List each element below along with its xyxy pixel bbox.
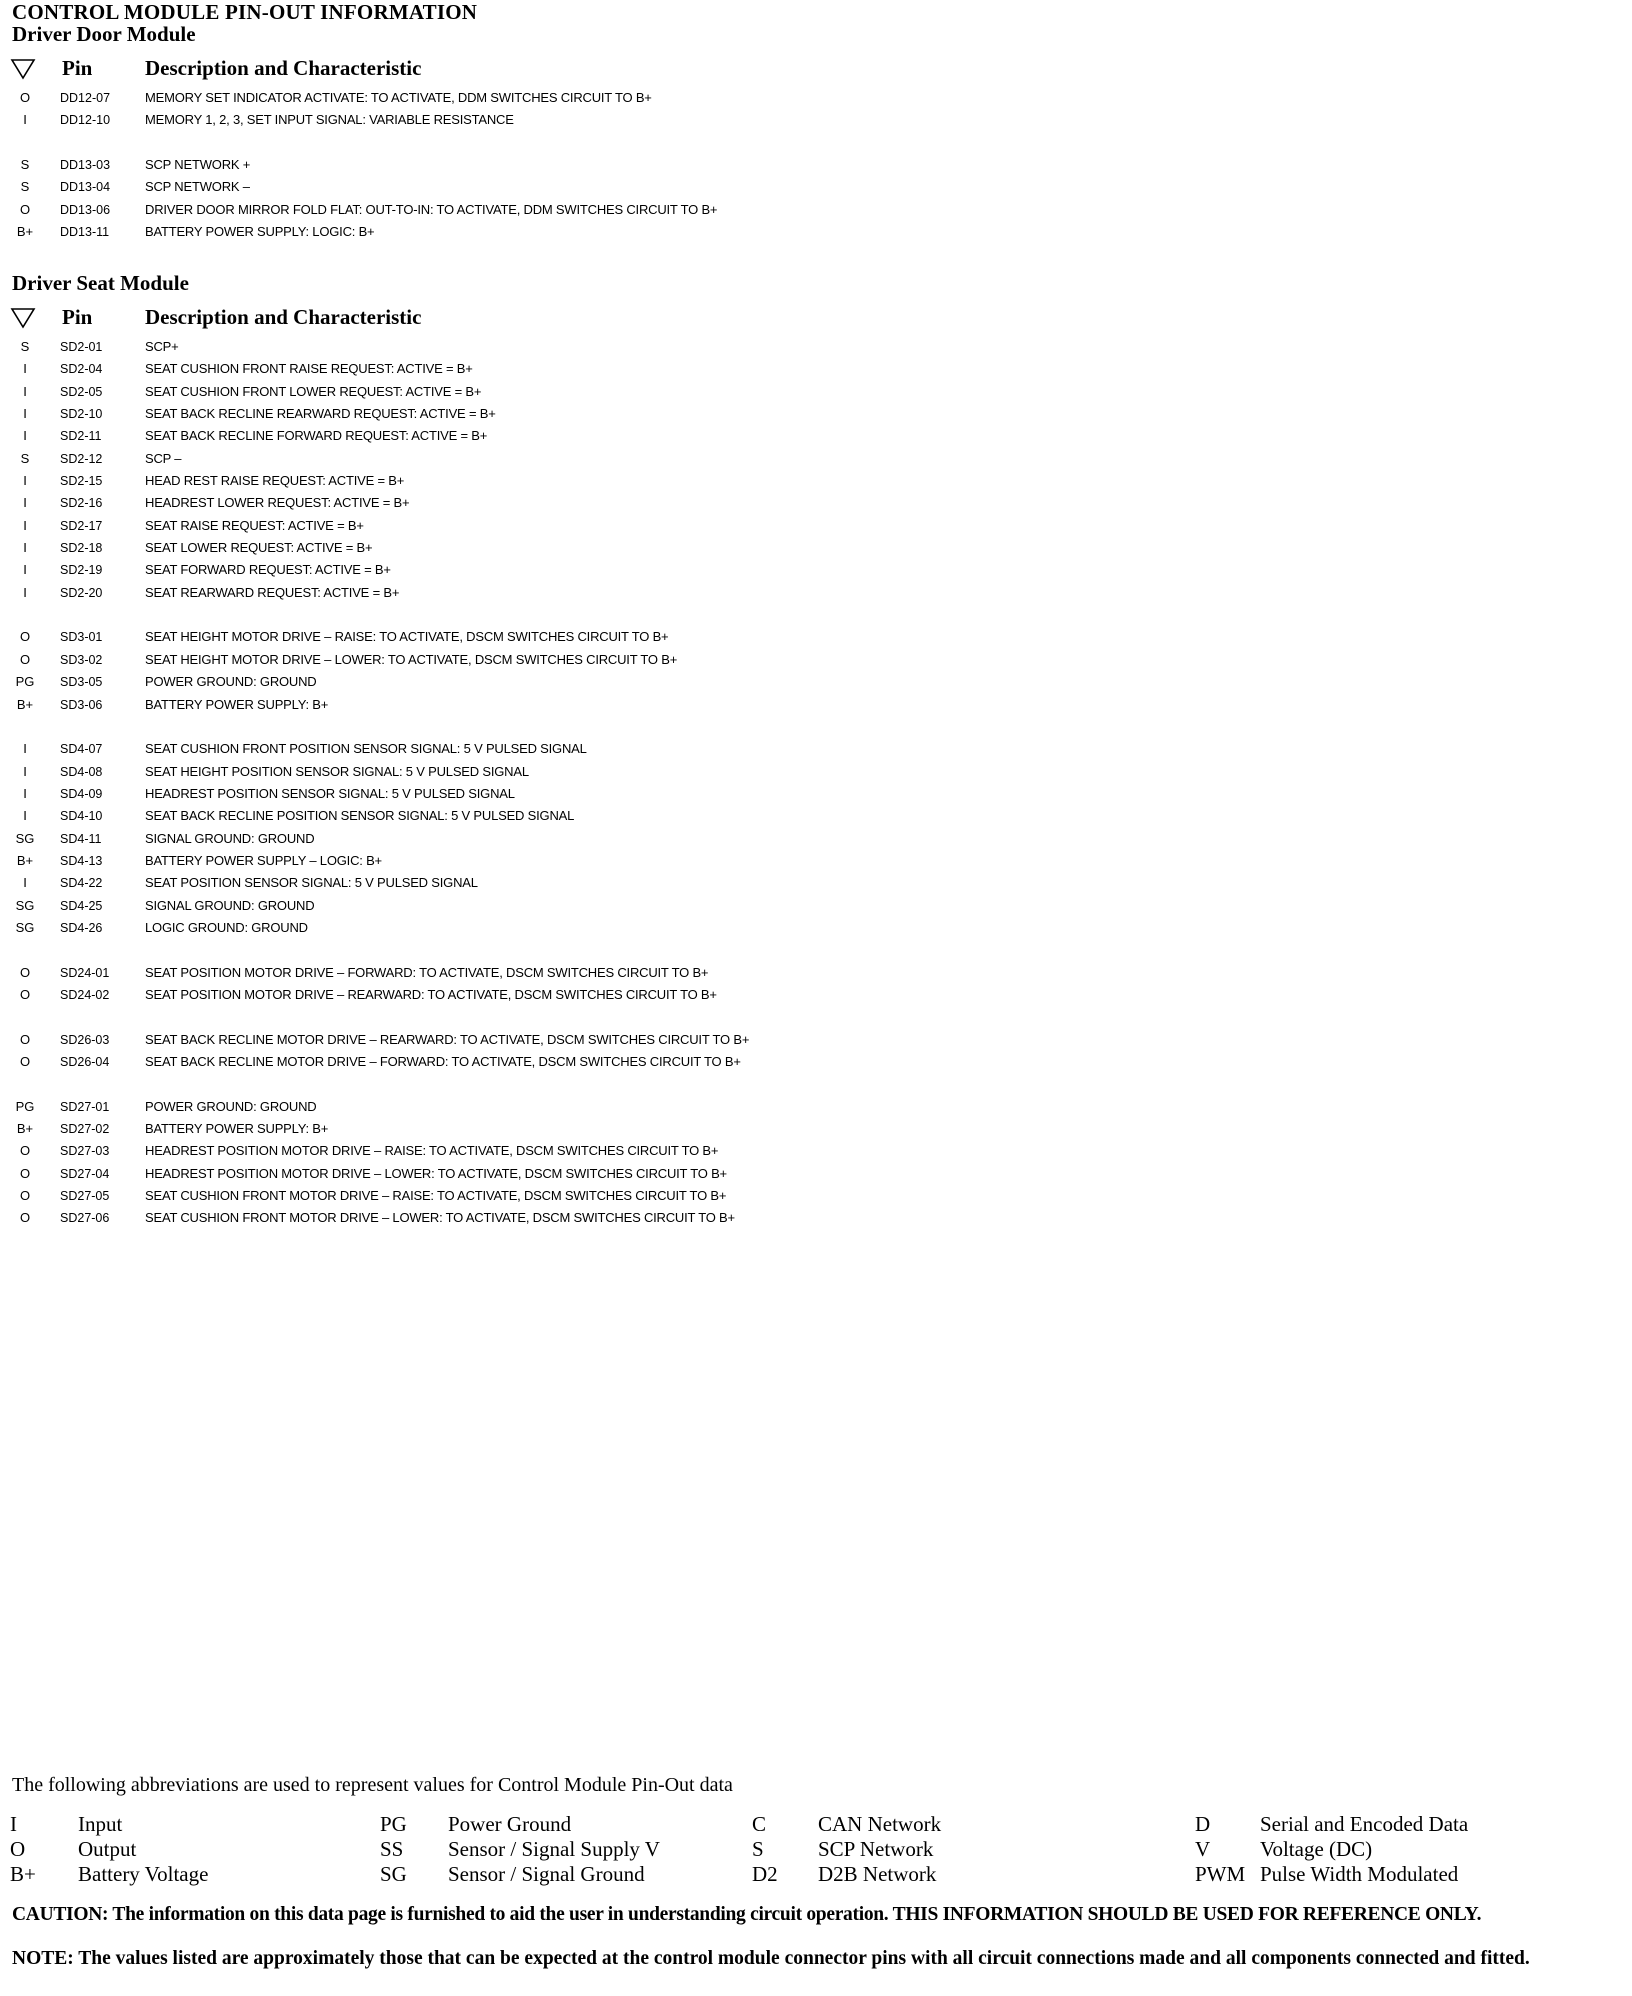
pin-description-cell: SEAT CUSHION FRONT RAISE REQUEST: ACTIVE = B+ — [145, 361, 473, 377]
pin-number-cell: SD4-26 — [60, 920, 103, 935]
pin-description-cell: SEAT HEIGHT POSITION SENSOR SIGNAL: 5 V PULSED SIGNAL — [145, 763, 529, 779]
table-row — [0, 381, 1000, 403]
pin-number-cell: SD2-15 — [60, 474, 103, 489]
driver-seat-pin-table — [0, 336, 1000, 1230]
table-row — [0, 425, 1000, 447]
pin-description-cell: SCP NETWORK + — [145, 157, 251, 173]
pin-number-cell: SD2-20 — [60, 585, 103, 600]
pin-description-cell: POWER GROUND: GROUND — [145, 674, 317, 690]
table-row — [0, 470, 1000, 492]
table-row — [0, 515, 1000, 537]
table-row — [0, 850, 1000, 872]
pin-type-cell: O — [19, 651, 31, 667]
abbr-meaning: D2B Network — [818, 1862, 937, 1886]
pin-number-cell: SD3-02 — [60, 652, 103, 667]
table-row — [0, 1207, 1000, 1229]
pin-type-cell: I — [23, 562, 27, 578]
pin-description-cell: SCP+ — [145, 339, 179, 354]
pin-description-cell: BATTERY POWER SUPPLY – LOGIC: B+ — [145, 852, 382, 868]
pin-number-cell: SD27-01 — [60, 1099, 110, 1114]
row-spacer — [0, 939, 1000, 961]
pin-description-cell: SEAT CUSHION FRONT MOTOR DRIVE – RAISE: TO ACTIVATE, DSCM SWITCHES CIRCUIT TO B+ — [145, 1188, 727, 1204]
pin-number-cell: DD13-03 — [60, 158, 111, 173]
table-row — [0, 336, 1000, 358]
pin-type-cell: S — [20, 157, 30, 173]
table-row — [0, 1051, 1000, 1073]
pin-number-cell: SD3-01 — [60, 630, 103, 645]
pin-number-cell: SD27-05 — [60, 1189, 110, 1204]
table-row — [0, 154, 1000, 176]
pin-description-cell: SEAT BACK RECLINE REARWARD REQUEST: ACTIVE = B+ — [145, 406, 496, 422]
section-title-driver-seat-module: Driver Seat Module — [12, 271, 189, 295]
pin-type-cell: B+ — [16, 1121, 34, 1137]
table-row — [0, 671, 1000, 693]
pin-type-cell: O — [19, 1143, 31, 1159]
abbr-code: V — [1195, 1837, 1211, 1861]
table-row — [0, 87, 1000, 109]
pin-description-cell: BATTERY POWER SUPPLY: B+ — [145, 1121, 329, 1137]
abbr-code: SS — [380, 1837, 404, 1861]
pin-type-cell: O — [19, 201, 31, 217]
pin-type-cell: O — [19, 1165, 31, 1181]
pin-number-cell: SD27-04 — [60, 1166, 110, 1181]
column-header-pin: Pin — [62, 305, 93, 329]
table-row — [0, 872, 1000, 894]
pin-number-cell: SD4-13 — [60, 853, 103, 868]
pin-type-cell: O — [19, 1188, 31, 1204]
table-row — [0, 537, 1000, 559]
pin-description-cell: SEAT POSITION MOTOR DRIVE – REARWARD: TO ACTIVATE, DSCM SWITCHES CIRCUIT TO B+ — [145, 986, 717, 1002]
pin-number-cell: SD2-12 — [60, 451, 103, 466]
column-header-pin: Pin — [62, 56, 93, 80]
pin-number-cell: SD4-08 — [60, 764, 103, 779]
section-title-driver-door-module: Driver Door Module — [12, 22, 196, 46]
pin-type-cell: I — [23, 785, 27, 801]
pin-number-cell: SD3-05 — [60, 675, 103, 690]
pin-description-cell: SEAT FORWARD REQUEST: ACTIVE = B+ — [145, 562, 391, 578]
pin-number-cell: SD27-06 — [60, 1211, 110, 1226]
row-spacer — [0, 716, 1000, 738]
pin-description-cell: HEAD REST RAISE REQUEST: ACTIVE = B+ — [145, 473, 405, 489]
pin-description-cell: SEAT CUSHION FRONT MOTOR DRIVE – LOWER: TO ACTIVATE, DSCM SWITCHES CIRCUIT TO B+ — [145, 1210, 735, 1226]
pin-number-cell: SD24-02 — [60, 987, 110, 1002]
pin-number-cell: DD12-10 — [60, 113, 111, 128]
triangle-icon — [10, 58, 36, 80]
pin-number-cell: SD2-16 — [60, 496, 103, 511]
table-row — [0, 1185, 1000, 1207]
table-row — [0, 492, 1000, 514]
page-title: CONTROL MODULE PIN-OUT INFORMATION — [12, 0, 478, 24]
pin-type-cell: I — [23, 763, 27, 779]
pin-description-cell: HEADREST POSITION MOTOR DRIVE – LOWER: TO ACTIVATE, DSCM SWITCHES CIRCUIT TO B+ — [145, 1165, 727, 1181]
pin-type-cell: B+ — [16, 224, 34, 240]
abbr-meaning: Battery Voltage — [78, 1862, 209, 1886]
pin-type-cell: I — [23, 540, 27, 556]
pin-type-cell: I — [23, 112, 27, 128]
pin-number-cell: SD4-11 — [60, 831, 102, 846]
pin-type-cell: O — [19, 986, 31, 1002]
pin-description-cell: BATTERY POWER SUPPLY: LOGIC: B+ — [145, 224, 375, 240]
pin-description-cell: SIGNAL GROUND: GROUND — [145, 897, 315, 913]
pin-number-cell: SD4-10 — [60, 809, 103, 824]
abbr-meaning: Serial and Encoded Data — [1260, 1812, 1469, 1836]
pin-type-cell: SG — [15, 830, 35, 846]
pin-type-cell: S — [20, 179, 30, 195]
table-row — [0, 738, 1000, 760]
pin-type-cell: O — [19, 1031, 31, 1047]
pin-type-cell: O — [19, 1054, 31, 1069]
pin-number-cell: SD2-05 — [60, 384, 103, 399]
abbr-code: O — [10, 1837, 26, 1861]
table-row — [0, 1118, 1000, 1140]
table-row — [0, 1029, 1000, 1051]
pin-description-cell: MEMORY 1, 2, 3, SET INPUT SIGNAL: VARIABLE RESISTANCE — [145, 112, 514, 128]
pin-number-cell: DD13-04 — [60, 180, 111, 195]
abbr-meaning: Power Ground — [448, 1812, 572, 1836]
abbr-code: PWM — [1195, 1862, 1246, 1886]
pin-type-cell: I — [23, 584, 27, 600]
abbr-meaning: CAN Network — [818, 1812, 942, 1836]
table-row — [0, 403, 1000, 425]
table-header-driver-seat — [10, 305, 910, 333]
pin-description-cell: DRIVER DOOR MIRROR FOLD FLAT: OUT-TO-IN: TO ACTIVATE, DDM SWITCHES CIRCUIT TO B+ — [145, 201, 718, 217]
triangle-icon — [10, 307, 36, 329]
pin-description-cell: SEAT REARWARD REQUEST: ACTIVE = B+ — [145, 584, 400, 600]
pin-description-cell: SEAT BACK RECLINE POSITION SENSOR SIGNAL: 5 V PULSED SIGNAL — [145, 808, 575, 824]
pin-number-cell: SD4-22 — [60, 876, 103, 891]
table-row — [0, 761, 1000, 783]
pin-description-cell: SCP NETWORK – — [145, 179, 250, 195]
row-spacer — [0, 1006, 1000, 1028]
pin-number-cell: SD4-25 — [60, 898, 103, 913]
table-row — [0, 448, 1000, 470]
pin-number-cell: SD2-18 — [60, 541, 103, 556]
pin-description-cell: SEAT POSITION SENSOR SIGNAL: 5 V PULSED SIGNAL — [145, 875, 478, 891]
pin-description-cell: HEADREST LOWER REQUEST: ACTIVE = B+ — [145, 495, 410, 511]
abbr-code: SG — [380, 1862, 407, 1886]
pin-type-cell: I — [23, 517, 27, 533]
pin-number-cell: SD24-01 — [60, 965, 110, 980]
table-row — [0, 984, 1000, 1006]
pin-number-cell: SD4-07 — [60, 742, 103, 757]
pin-type-cell: I — [23, 361, 27, 377]
pin-description-cell: SEAT RAISE REQUEST: ACTIVE = B+ — [145, 517, 364, 533]
abbreviations-intro: The following abbreviations are used to represent values for Control Module Pin-Out data — [12, 1774, 733, 1796]
pin-type-cell: I — [23, 495, 27, 511]
pin-type-cell: O — [19, 964, 31, 980]
caution-text: CAUTION: The information on this data page is furnished to aid the user in understanding circuit operation. THIS INFORMATION SHOULD BE USED FOR REFERENCE ONLY. — [12, 1904, 1482, 1925]
pin-description-cell: SEAT BACK RECLINE MOTOR DRIVE – FORWARD: TO ACTIVATE, DSCM SWITCHES CIRCUIT TO B+ — [145, 1054, 741, 1069]
table-row — [0, 199, 1000, 221]
table-row — [0, 649, 1000, 671]
table-row — [0, 828, 1000, 850]
table-row — [0, 783, 1000, 805]
abbreviations-legend — [10, 1812, 1610, 1892]
table-row — [0, 221, 1000, 243]
pin-number-cell: SD27-02 — [60, 1122, 110, 1137]
pin-type-cell: O — [19, 629, 31, 645]
table-row — [0, 1140, 1000, 1162]
pin-number-cell: SD2-17 — [60, 518, 103, 533]
row-spacer — [0, 1073, 1000, 1095]
pin-number-cell: SD2-01 — [60, 340, 103, 354]
pin-number-cell: DD13-06 — [60, 202, 111, 217]
pin-type-cell: O — [19, 1210, 31, 1226]
table-row — [0, 559, 1000, 581]
abbr-code: D2 — [752, 1862, 778, 1886]
abbr-meaning: Voltage (DC) — [1260, 1837, 1373, 1861]
note-text: NOTE: The values listed are approximately those that can be expected at the control module connector pins with all circuit connections made and all components connected and fitted. — [12, 1948, 1530, 1969]
table-row — [0, 109, 1000, 131]
pin-type-cell: SG — [15, 919, 35, 935]
pin-number-cell: DD13-11 — [60, 225, 110, 240]
pin-type-cell: S — [20, 339, 30, 354]
pin-type-cell: I — [23, 428, 27, 444]
pin-type-cell: I — [23, 875, 27, 891]
pin-description-cell: SEAT BACK RECLINE MOTOR DRIVE – REARWARD: TO ACTIVATE, DSCM SWITCHES CIRCUIT TO B+ — [145, 1031, 750, 1047]
column-header-description: Description and Characteristic — [145, 305, 422, 329]
abbr-meaning: Sensor / Signal Ground — [448, 1862, 645, 1886]
pin-type-cell: S — [20, 450, 30, 466]
pin-type-cell: PG — [15, 674, 35, 690]
abbr-code: PG — [380, 1812, 407, 1836]
pin-type-cell: B+ — [16, 852, 34, 868]
abbr-meaning: Pulse Width Modulated — [1260, 1862, 1459, 1886]
pin-description-cell: HEADREST POSITION SENSOR SIGNAL: 5 V PULSED SIGNAL — [145, 785, 515, 801]
row-spacer — [0, 132, 1000, 154]
column-header-description: Description and Characteristic — [145, 56, 422, 80]
table-row — [0, 694, 1000, 716]
pin-number-cell: SD3-06 — [60, 697, 103, 712]
abbr-meaning: Output — [78, 1837, 137, 1861]
pin-type-cell: SG — [15, 897, 35, 913]
pin-type-cell: I — [23, 741, 27, 757]
table-row — [0, 626, 1000, 648]
abbr-code: C — [752, 1812, 767, 1836]
pin-number-cell: SD2-04 — [60, 362, 103, 377]
abbr-meaning: Sensor / Signal Supply V — [448, 1837, 660, 1861]
pin-number-cell: SD2-19 — [60, 563, 103, 578]
table-row — [0, 176, 1000, 198]
pin-description-cell: SEAT LOWER REQUEST: ACTIVE = B+ — [145, 540, 373, 556]
table-row — [0, 358, 1000, 380]
abbr-meaning: SCP Network — [818, 1837, 934, 1861]
pin-description-cell: SEAT CUSHION FRONT POSITION SENSOR SIGNAL: 5 V PULSED SIGNAL — [145, 741, 587, 757]
pin-number-cell: SD26-04 — [60, 1055, 110, 1069]
pin-type-cell: I — [23, 383, 27, 399]
abbr-code: S — [752, 1837, 764, 1861]
pin-description-cell: POWER GROUND: GROUND — [145, 1098, 317, 1114]
pin-description-cell: SCP – — [145, 450, 182, 466]
pin-type-cell: I — [23, 406, 27, 422]
pin-number-cell: SD2-10 — [60, 407, 103, 422]
pin-description-cell: BATTERY POWER SUPPLY: B+ — [145, 696, 329, 712]
pin-number-cell: SD2-11 — [60, 429, 102, 444]
pin-number-cell: DD12-07 — [60, 91, 111, 105]
pin-description-cell: LOGIC GROUND: GROUND — [145, 919, 308, 935]
pin-type-cell: O — [19, 90, 31, 105]
row-spacer — [0, 604, 1000, 626]
table-row — [0, 1163, 1000, 1185]
pin-description-cell: SEAT HEIGHT MOTOR DRIVE – RAISE: TO ACTIVATE, DSCM SWITCHES CIRCUIT TO B+ — [145, 629, 669, 645]
table-row — [0, 895, 1000, 917]
pin-description-cell: SEAT CUSHION FRONT LOWER REQUEST: ACTIVE = B+ — [145, 383, 482, 399]
pin-description-cell: SEAT HEIGHT MOTOR DRIVE – LOWER: TO ACTIVATE, DSCM SWITCHES CIRCUIT TO B+ — [145, 651, 678, 667]
abbr-code: I — [10, 1812, 17, 1836]
pin-number-cell: SD27-03 — [60, 1144, 110, 1159]
driver-door-pin-table — [0, 87, 1000, 243]
table-header-driver-door — [10, 56, 910, 84]
pin-description-cell: MEMORY SET INDICATOR ACTIVATE: TO ACTIVATE, DDM SWITCHES CIRCUIT TO B+ — [145, 90, 652, 105]
pin-description-cell: SIGNAL GROUND: GROUND — [145, 830, 315, 846]
abbr-code: D — [1195, 1812, 1211, 1836]
table-row — [0, 917, 1000, 939]
pin-description-cell: SEAT POSITION MOTOR DRIVE – FORWARD: TO ACTIVATE, DSCM SWITCHES CIRCUIT TO B+ — [145, 964, 709, 980]
table-row — [0, 1096, 1000, 1118]
table-row — [0, 962, 1000, 984]
table-row — [0, 805, 1000, 827]
pin-number-cell: SD26-03 — [60, 1032, 110, 1047]
pin-description-cell: SEAT BACK RECLINE FORWARD REQUEST: ACTIVE = B+ — [145, 428, 488, 444]
pin-number-cell: SD4-09 — [60, 786, 103, 801]
pin-type-cell: I — [23, 473, 27, 489]
pin-type-cell: I — [23, 808, 27, 824]
abbr-meaning: Input — [78, 1812, 123, 1836]
pin-description-cell: HEADREST POSITION MOTOR DRIVE – RAISE: TO ACTIVATE, DSCM SWITCHES CIRCUIT TO B+ — [145, 1143, 719, 1159]
pin-type-cell: B+ — [16, 696, 34, 712]
table-row — [0, 582, 1000, 604]
pin-type-cell: PG — [15, 1098, 35, 1114]
abbr-code: B+ — [10, 1862, 36, 1886]
